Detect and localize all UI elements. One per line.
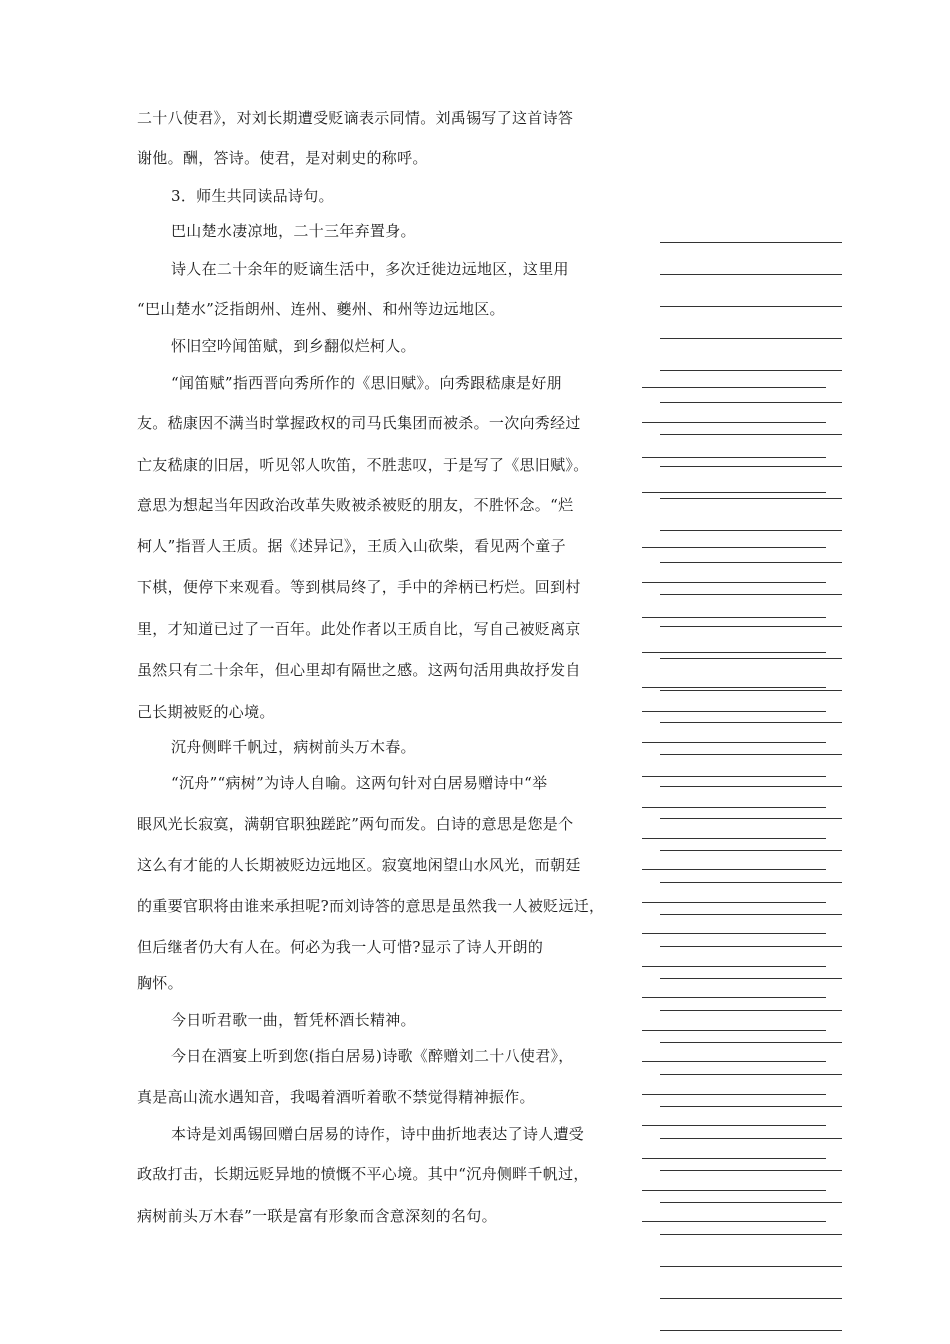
note-line [642, 997, 826, 998]
note-line [642, 387, 826, 388]
note-line [642, 1158, 826, 1159]
note-line [642, 687, 826, 688]
note-line [642, 869, 826, 870]
note-line [660, 1074, 842, 1075]
body-text-line: 病树前头万木春”一联是富有形象而含意深刻的名句。 [137, 1207, 497, 1225]
body-text-line: 政敌打击，长期远贬异地的愤慨不平心境。其中“沉舟侧畔千帆过， [137, 1165, 589, 1183]
body-text-line: 这么有才能的人长期被贬边远地区。寂寞地闲望山水风光，而朝廷 [137, 856, 581, 874]
note-line [660, 914, 842, 915]
note-line [660, 1010, 842, 1011]
note-line [660, 850, 842, 851]
body-text-line: “闻笛赋”指西晋向秀所作的《思旧赋》。向秀跟嵇康是好朋 [171, 374, 562, 392]
note-line [642, 1061, 826, 1062]
note-line [660, 946, 842, 947]
note-line [660, 1266, 842, 1267]
body-text-line: 友。嵇康因不满当时掌握政权的司马氏集团而被杀。一次向秀经过 [137, 414, 581, 432]
note-line [660, 530, 842, 531]
note-line [642, 492, 826, 493]
note-line [660, 690, 842, 691]
body-text-line: 亡友嵇康的旧居，听见邻人吹笛，不胜悲叹，于是写了《思旧赋》。 [137, 456, 589, 474]
note-line [660, 242, 842, 243]
body-text-line: 胸怀。 [137, 974, 183, 992]
note-line [660, 338, 842, 339]
body-text-line: 但后继者仍大有人在。何必为我一人可惜?显示了诗人开朗的 [137, 938, 544, 956]
note-line [660, 370, 842, 371]
body-text-line: 二十八使君》，对刘长期遭受贬谪表示同情。刘禹锡写了这首诗答 [137, 109, 574, 127]
poem-line: 今日听君歌一曲，暂凭杯酒长精神。 [171, 1011, 416, 1029]
poem-line: 沉舟侧畔千帆过，病树前头万木春。 [171, 738, 416, 756]
note-line [660, 882, 842, 883]
note-line [660, 978, 842, 979]
note-line [642, 902, 826, 903]
note-line [642, 1190, 826, 1191]
body-text-line: 意思为想起当年因政治改革失败被杀被贬的朋友，不胜怀念。“烂 [137, 496, 574, 514]
note-line [660, 594, 842, 595]
note-line [660, 274, 842, 275]
note-line [660, 306, 842, 307]
note-line [642, 933, 826, 934]
note-line [660, 626, 842, 627]
note-line [660, 1106, 842, 1107]
note-line [660, 1170, 842, 1171]
note-line [642, 582, 826, 583]
note-line [660, 1330, 842, 1331]
body-text-line: “沉舟”“病树”为诗人自喻。这两句针对白居易赠诗中“举 [171, 774, 548, 792]
poem-line: 怀旧空吟闻笛赋，到乡翻似烂柯人。 [171, 337, 416, 355]
body-text-line: 眼风光长寂寞，满朝官职独蹉跎”两句而发。白诗的意思是您是个 [137, 815, 574, 833]
body-text-line: 真是高山流水遇知音，我喝着酒听着歌不禁觉得精神振作。 [137, 1088, 535, 1106]
section-heading: 3．师生共同读品诗句。 [171, 187, 334, 205]
body-text-line: 谢他。酬，答诗。使君，是对刺史的称呼。 [137, 149, 428, 167]
note-line [642, 1094, 826, 1095]
body-text-line: 虽然只有二十余年，但心里却有隔世之感。这两句活用典故抒发自 [137, 661, 581, 679]
note-line [660, 562, 842, 563]
note-line [660, 1298, 842, 1299]
note-line [642, 457, 826, 458]
note-line [642, 1125, 826, 1126]
note-line [642, 1221, 826, 1222]
note-line [642, 422, 826, 423]
note-line [660, 1234, 842, 1235]
note-line [660, 1202, 842, 1203]
body-text-line: “巴山楚水”泛指朗州、连州、夔州、和州等边远地区。 [137, 300, 505, 318]
note-line [660, 1138, 842, 1139]
note-line [660, 818, 842, 819]
note-line [660, 722, 842, 723]
note-line [642, 776, 826, 777]
note-line [642, 742, 826, 743]
note-line [660, 786, 842, 787]
note-line [642, 711, 826, 712]
note-line [660, 498, 842, 499]
body-text-line: 柯人”指晋人王质。据《述异记》，王质入山砍柴，看见两个童子 [137, 537, 566, 555]
body-text-line: 诗人在二十余年的贬谪生活中，多次迁徙边远地区，这里用 [171, 260, 569, 278]
body-text-line: 本诗是刘禹锡回赠白居易的诗作，诗中曲折地表达了诗人遭受 [171, 1125, 585, 1143]
note-line [642, 966, 826, 967]
note-line [642, 838, 826, 839]
note-line [660, 402, 842, 403]
note-line [660, 658, 842, 659]
note-line [642, 617, 826, 618]
note-line [660, 1042, 842, 1043]
poem-line: 巴山楚水凄凉地，二十三年弃置身。 [171, 222, 416, 240]
body-text-line: 下棋，便停下来观看。等到棋局终了，手中的斧柄已朽烂。回到村 [137, 578, 581, 596]
note-line [642, 1030, 826, 1031]
note-line [660, 754, 842, 755]
body-text-line: 己长期被贬的心境。 [137, 703, 275, 721]
note-line [642, 652, 826, 653]
note-line [642, 807, 826, 808]
body-text-line: 的重要官职将由谁来承担呢?而刘诗答的意思是虽然我一人被贬远迁， [137, 897, 605, 915]
note-line [660, 466, 842, 467]
body-text-line: 里，才知道已过了一百年。此处作者以王质自比，写自己被贬离京 [137, 620, 581, 638]
note-line [660, 434, 842, 435]
note-line [642, 547, 826, 548]
body-text-line: 今日在酒宴上听到您(指白居易)诗歌《醉赠刘二十八使君》， [171, 1047, 574, 1065]
